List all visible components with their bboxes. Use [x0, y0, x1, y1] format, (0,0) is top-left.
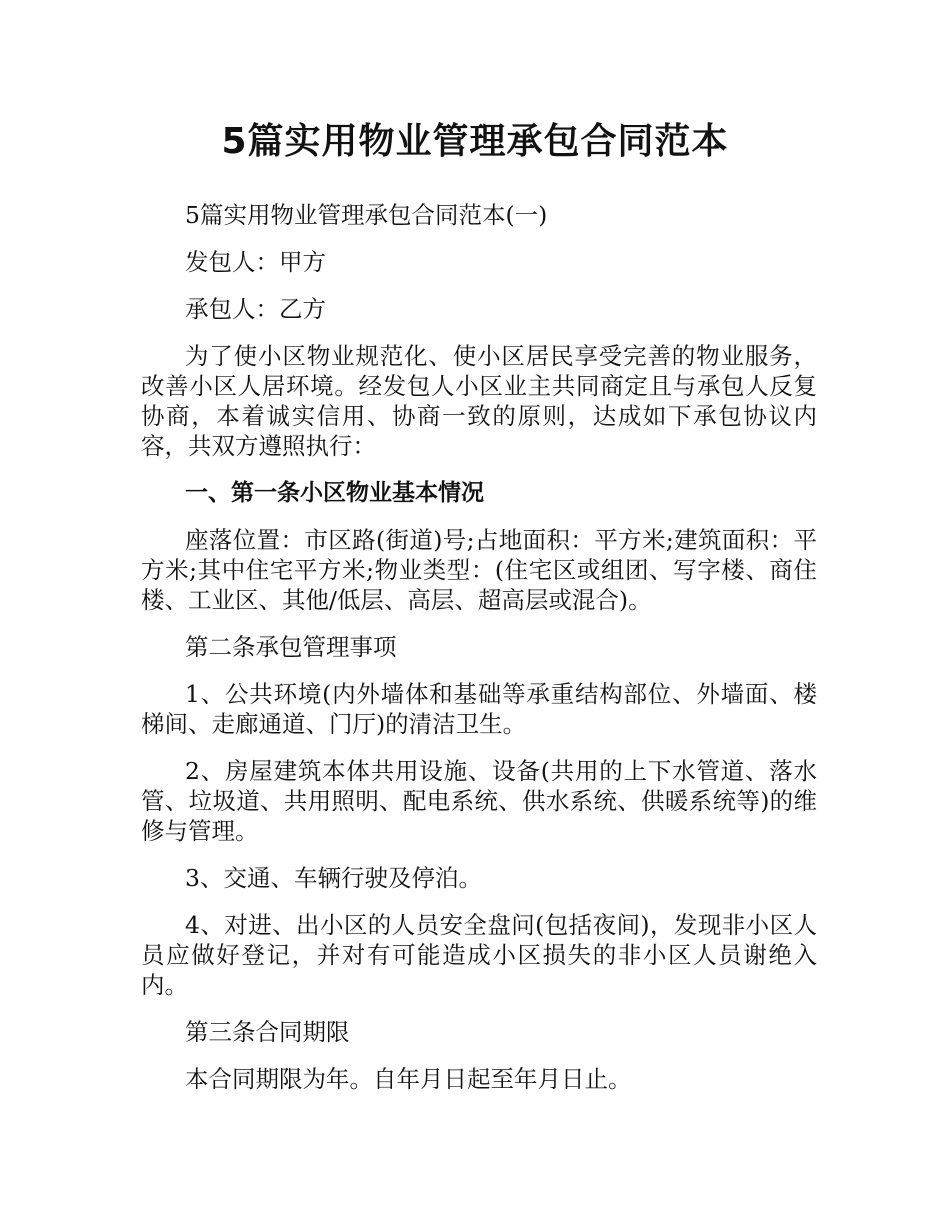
- contract-term-paragraph: 本合同期限为年。自年月日起至年月日止。: [185, 1065, 632, 1093]
- article-three-heading: 第三条合同期限: [185, 1018, 350, 1046]
- contractor-paragraph: 承包人：乙方: [185, 295, 326, 323]
- item-one-paragraph: 1、公共环境(内外墙体和基础等承重结构部位、外墙面、楼梯间、走廊通道、门厅)的清洁卫生。: [141, 680, 817, 738]
- document-body: [141, 200, 817, 1111]
- item-three-paragraph: 3、交通、车辆行驶及停泊。: [185, 864, 482, 892]
- item-two-paragraph: 2、房屋建筑本体共用设施、设备(共用的上下水管道、落水管、垃圾道、共用照明、配电系统、供水系统、供暖系统等)的维修与管理。: [141, 757, 817, 845]
- subtitle-paragraph: 5篇实用物业管理承包合同范本(一): [185, 201, 548, 229]
- document-title: 5篇实用物业管理承包合同范本: [221, 121, 729, 162]
- location-paragraph: 座落位置：市区路(街道)号;占地面积：平方米;建筑面积：平方米;其中住宅平方米;物业类型：(住宅区或组团、写字楼、商住楼、工业区、其他/低层、高层、超高层或混合)。: [141, 526, 817, 614]
- employer-paragraph: 发包人：甲方: [185, 248, 326, 276]
- section-heading-basic-info: 一、第一条小区物业基本情况: [185, 480, 484, 506]
- article-two-heading: 第二条承包管理事项: [185, 633, 397, 661]
- item-four-paragraph: 4、对进、出小区的人员安全盘问(包括夜间)，发现非小区人员应做好登记，并对有可能造成小区损失的非小区人员谢绝入内。: [141, 911, 817, 999]
- preamble-paragraph: 为了使小区物业规范化、使小区居民享受完善的物业服务，改善小区人居环境。经发包人小区业主共同商定且与承包人反复协商，本着诚实信用、协商一致的原则，达成如下承包协议内容，共双方遵照执行：: [141, 342, 817, 460]
